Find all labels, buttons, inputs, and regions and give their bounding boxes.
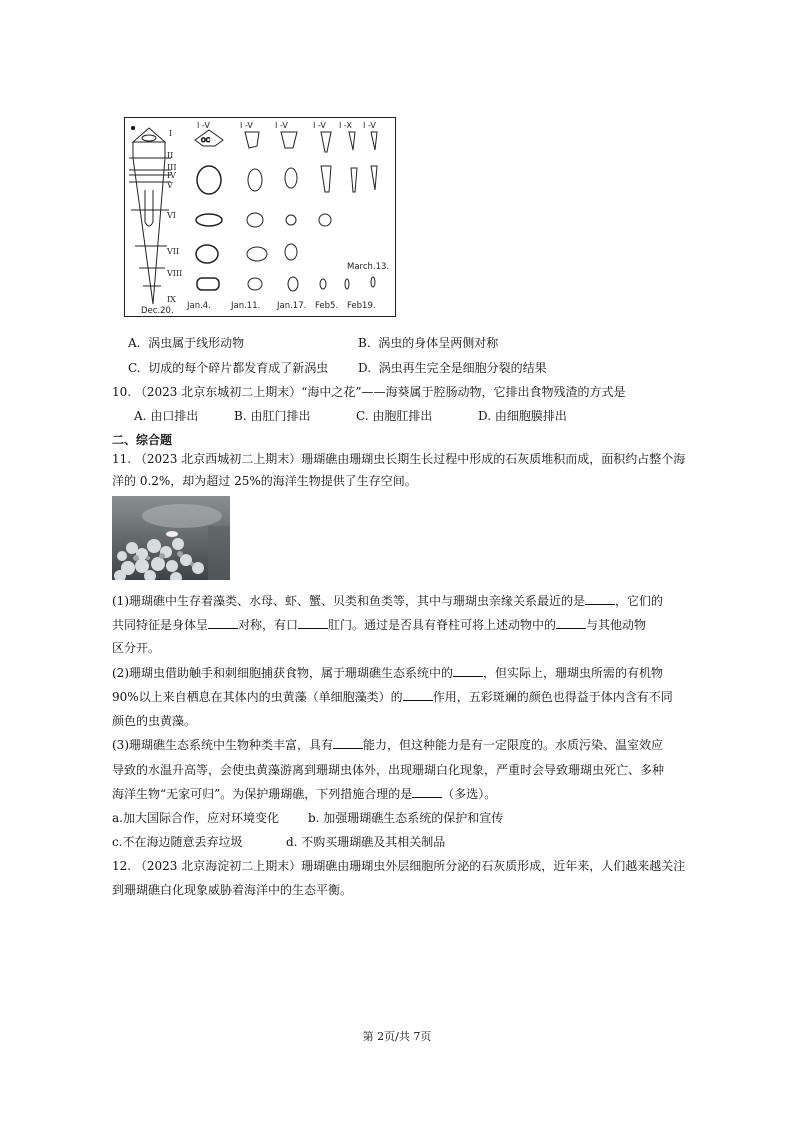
q11-part1-line3: 区分开。 xyxy=(112,641,161,655)
dot-marker xyxy=(131,126,135,130)
q12-line1: 12. （2023 北京海淀初二上期末）珊瑚礁由珊瑚虫外层细胞所分泌的石灰质形成，近年来，人们越来越关注 xyxy=(112,859,686,873)
q11-part2-line3: 颜色的虫黄藻。 xyxy=(112,714,197,728)
q11-part1-line1: (1)珊瑚礁中生存着藻类、水母、虾、蟹、贝类和鱼类等，其中与珊瑚虫亲缘关系最近的是 ，它们的 xyxy=(112,594,664,608)
roman-label: V xyxy=(167,181,173,190)
q11-part3-line3: 海洋生物“无家可归”。为保护珊瑚礁，下列措施合理的是 （多选）。 xyxy=(112,787,497,801)
q11-part1-line2: 共同特征是身体呈 对称，有口 肛门。通过是否具有脊柱可将上述动物中的 与其他动物 xyxy=(112,618,647,632)
coral-reef-photo xyxy=(112,496,230,580)
q9-option-b: B. 涡虫的身体呈两侧对称 xyxy=(358,336,499,350)
q11-part2-line2: 90%以上来自栖息在其体内的虫黄藻（单细胞藻类）的 作用，五彩斑斓的颜色也得益于体内含有不同 xyxy=(112,690,673,704)
column-header: I -V xyxy=(275,121,288,130)
column-header: I -V xyxy=(197,121,210,130)
q10-stem: 10. （2023 北京东城初二上期末）“海中之花”——海葵属于腔肠动物，它排出食物残渣的方式是 xyxy=(112,385,626,399)
q11-part3-line2: 导致的水温升高等，会使虫黄藻游离到珊瑚虫体外，出现珊瑚白化现象，严重时会导致珊瑚虫死亡、多种 xyxy=(112,763,665,777)
answer-blank[interactable] xyxy=(453,665,483,677)
page-footer: 第 2页/共 7页 xyxy=(362,1030,432,1043)
date-label: Jan.11. xyxy=(231,301,261,311)
q11-choice-b: b. 加强珊瑚礁生态系统的保护和宣传 xyxy=(308,811,504,825)
q10-option-a: A. 由口排出 xyxy=(134,409,199,423)
roman-label: II xyxy=(167,151,174,160)
roman-label: VII xyxy=(167,247,180,256)
answer-blank[interactable] xyxy=(585,593,615,605)
roman-label: III xyxy=(167,163,177,172)
column-header: I -V xyxy=(240,121,253,130)
column-header: I -V xyxy=(363,121,376,130)
answer-blank[interactable] xyxy=(333,737,363,749)
q11-choice-c: c.不在海边随意丢弃垃圾 xyxy=(112,835,243,849)
date-label: Jan.4. xyxy=(187,301,211,311)
roman-label: VIII xyxy=(167,269,183,278)
roman-label: VI xyxy=(167,211,176,220)
section-title: 二、综合题 xyxy=(112,433,173,447)
date-label: Dec.20. xyxy=(141,306,174,316)
figure-drawing xyxy=(125,118,395,316)
q11-part2-line1: (2)珊瑚虫借助触手和刺细胞捕获食物，属于珊瑚礁生态系统中的 ，但实际上，珊瑚虫所需的有机物 xyxy=(112,666,664,680)
roman-label: IV xyxy=(167,171,176,180)
q11-stem-line1: 11. （2023 北京西城初二上期末）珊瑚礁由珊瑚虫长期生长过程中形成的石灰质堆积而成，面积约占整个海 xyxy=(112,452,686,466)
date-label: Jan.17. xyxy=(277,301,307,311)
planarian-regeneration-figure xyxy=(124,117,396,317)
column-header: I -V xyxy=(313,121,326,130)
answer-blank[interactable] xyxy=(556,617,586,629)
roman-label: IX xyxy=(167,295,176,304)
answer-blank[interactable] xyxy=(412,786,442,798)
q11-stem-line2: 洋的 0.2%，却为超过 25%的海洋生物提供了生存空间。 xyxy=(112,474,417,488)
roman-label: I xyxy=(169,129,173,138)
q11-choice-a: a.加大国际合作，应对环境变化 xyxy=(112,811,279,825)
q10-option-b: B. 由肛门排出 xyxy=(234,409,311,423)
q12-line2: 到珊瑚礁白化现象威胁着海洋中的生态平衡。 xyxy=(112,883,353,897)
q9-option-d: D. 涡虫再生完全是细胞分裂的结果 xyxy=(358,361,547,375)
q9-option-a: A. 涡虫属于线形动物 xyxy=(128,336,245,350)
date-label: Feb5. xyxy=(315,301,339,311)
q10-option-c: C. 由胞肛排出 xyxy=(356,409,433,423)
date-label: Feb19. xyxy=(347,301,376,311)
q10-option-d: D. 由细胞膜排出 xyxy=(478,409,567,423)
answer-blank[interactable] xyxy=(403,689,433,701)
q11-part3-line1: (3)珊瑚礁生态系统中生物种类丰富，具有 能力，但这种能力是有一定限度的。水质污染、温室效应 xyxy=(112,738,664,752)
march-label: March.13. xyxy=(347,262,390,272)
svg-text:OC: OC xyxy=(201,137,210,144)
answer-blank[interactable] xyxy=(208,617,238,629)
column-header: I -X xyxy=(339,121,352,130)
q9-option-c: C. 切成的每个碎片都发育成了新涡虫 xyxy=(128,361,329,375)
answer-blank[interactable] xyxy=(298,617,328,629)
q11-choice-d: d. 不购买珊瑚礁及其相关制品 xyxy=(286,835,446,849)
